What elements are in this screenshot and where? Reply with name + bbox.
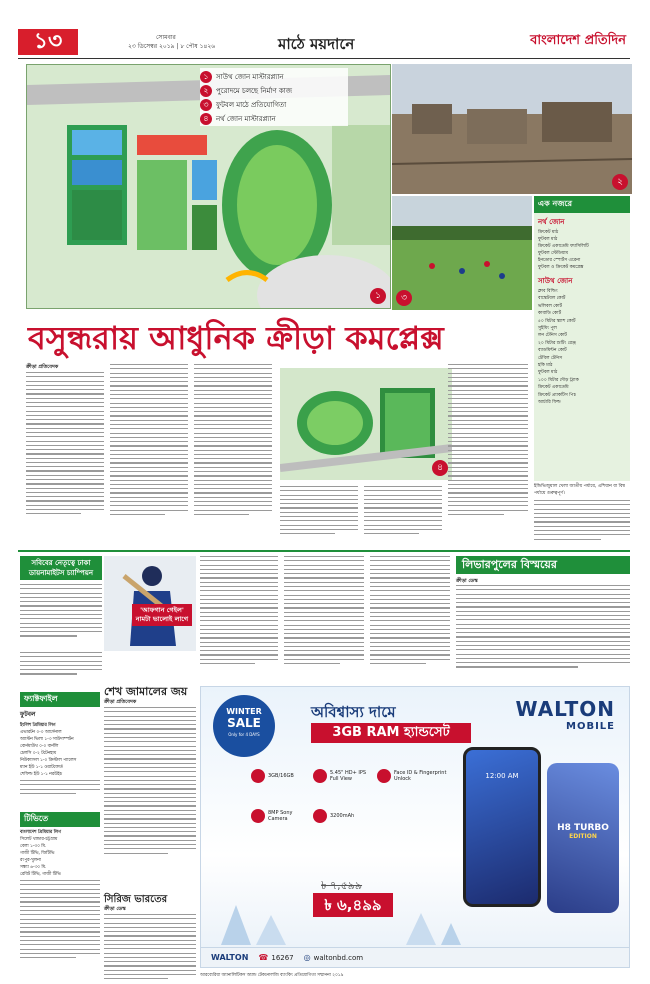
battery-icon — [313, 809, 327, 823]
north-zone-title: নর্থ জোন — [538, 218, 565, 226]
badge-top: WINTER — [226, 707, 262, 716]
list-item: কাবাডি কোর্ট — [538, 311, 562, 317]
side-text-block — [20, 652, 102, 682]
page-number: ১৩ — [18, 29, 78, 55]
winter-trees-decoration — [201, 885, 630, 945]
series-title: সিরিজ ভারতের — [104, 894, 168, 905]
phone-model: H8 TURBO — [557, 823, 609, 833]
phone-time: 12:00 AM — [485, 772, 519, 780]
badge-main: SALE — [227, 716, 261, 730]
north-zone-illustration — [280, 368, 452, 480]
photo-caption: 'আফগান গেইল' নামটা ভালোই লাগে — [132, 604, 192, 626]
list-item: ভলিবল কোর্ট — [538, 303, 563, 309]
brand-logo: WALTON — [515, 697, 615, 721]
lead-byline: ক্রীড়া প্রতিবেদক — [26, 364, 59, 370]
list-item: ক্রিকেট একাডেমি ফ্যাসিলিটি — [538, 244, 589, 249]
factfile-title: ফ্যাক্টফাইল — [20, 692, 100, 707]
tv-line: রংপুর-খুলনা — [20, 858, 41, 863]
display-icon — [313, 769, 327, 783]
website-link[interactable]: waltonbd.com — [313, 953, 364, 962]
list-item: সুইমিং পুল — [538, 326, 557, 332]
section-title: মাঠে ময়দানে — [278, 35, 355, 53]
tv-line: রেবিট টিভি, গাজী টিভি — [20, 872, 61, 877]
factfile-line: ম্যান ইউ ১-১ ওয়াটফোর্ড — [20, 765, 63, 770]
tv-schedule-box — [20, 812, 100, 982]
factfile-line: এভারটন ০-০ আর্সেনাল — [20, 730, 62, 735]
tv-line: বেলা ১-৩০ মি. — [20, 844, 47, 849]
list-item: ক্লাব বিল্ডিং — [538, 289, 558, 294]
football-illustration — [392, 196, 532, 310]
ad-tagline: অবিশ্বাস্য দামে — [311, 703, 396, 721]
lead-body-col-3 — [194, 364, 272, 546]
north-zone-list — [534, 229, 630, 271]
feature-item — [251, 769, 294, 783]
list-item: আর্চারি ফিল্ড — [538, 400, 561, 406]
badge-sub: Only for 4 DAYS — [228, 732, 260, 737]
masterplan-image-north — [280, 368, 452, 480]
phone-front — [463, 747, 541, 907]
middle-story-col-1 — [200, 556, 278, 682]
tv-line: গাজী টিভি, জিটিভি — [20, 851, 55, 856]
legend-text: ফুটবল মাঠে প্রতিযোগিতা — [216, 100, 287, 109]
factfile-line: অ্যাস্টন ভিলা ১-৩ সাউদাম্পটন — [20, 737, 74, 742]
sheikh-jamal-title: শেখ জামালের জয় — [104, 685, 188, 698]
list-item: ২০ মিটার শুটিং রেঞ্জ — [538, 340, 576, 346]
sheikh-jamal-byline: ক্রীড়া প্রতিবেদক — [104, 699, 137, 705]
header-bar — [18, 27, 630, 59]
side-story-headline: সবিবের নেতৃত্বে ঢাকা ডায়নামাইটস চ্যাম্পিয়ন — [20, 556, 102, 580]
liverpool-title: লিভারপুলের বিস্ময়ের — [456, 556, 630, 574]
feature-item — [377, 769, 454, 783]
legend-text: নর্থ জোন মাস্টারপ্ল্যান — [216, 114, 276, 123]
footer-note: আরব্যেরিয়া অ্যানালিটিকস অ্যান্ড টেকনোলজি ব্যাংকিং প্রতিযোগিতা সম্মাননা ২০১৯ — [200, 973, 344, 978]
globe-icon: ◎ — [303, 953, 311, 962]
list-item: ক্রিকেট প্র্যাকটিস পিচ — [538, 392, 576, 398]
south-zone-title: সাউথ জোন — [538, 277, 573, 285]
factfile-line: ইংলিশ প্রিমিয়ার লিগ — [20, 723, 56, 728]
factfile-line: চেলসি ০-২ টটেনহাম — [20, 751, 57, 756]
ad-product-line: 3GB RAM হ্যান্ডসেট — [311, 723, 471, 743]
photo-number-3: ৩ — [396, 290, 412, 306]
old-price: ৳ ৭,৫৯৯ — [321, 879, 363, 892]
legend-number: ২ — [200, 85, 212, 97]
middle-story-col-2 — [284, 556, 364, 682]
hotline: 16267 — [271, 953, 294, 962]
feature-text: 3200mAh — [330, 813, 355, 819]
fingerprint-icon — [377, 769, 391, 783]
legend-item — [200, 112, 348, 125]
lead-body-col-6 — [448, 364, 528, 546]
feature-item — [313, 809, 354, 823]
at-a-glance-sidebar — [534, 196, 630, 481]
lead-body-col-5 — [364, 486, 442, 546]
date-line: ২৩ ডিসেম্বর ২০১৯ | ৮ পৌষ ১৪২৬ — [128, 43, 216, 50]
lead-body-col-4 — [280, 486, 358, 546]
factfile-line: নিউক্যাসল ১-০ ক্রিস্টাল প্যালেস — [20, 758, 77, 763]
list-item: ফুটবল স্টেডিয়াম — [538, 251, 568, 256]
tv-line: সন্ধ্যা ৬-৩০ মি. — [20, 865, 47, 870]
lead-body-col-2 — [110, 364, 188, 546]
liverpool-byline: ক্রীড়া ডেস্ক — [456, 578, 478, 584]
legend-number: ১ — [200, 71, 212, 83]
legend-item — [200, 70, 348, 83]
list-item: ১০০ মিটার দৌড় ট্র্যাক — [538, 377, 579, 383]
list-item: টেবিল টেনিস — [538, 355, 563, 361]
day-label: সোমবার — [156, 34, 176, 41]
sidebar-tail-text: ইন্ডিভিজুয়াল খেলা জাতীয় পর্যায়ে, এশিয়ান বা বিশ্ব পর্যায়ে গুরুত্বপূর্ণ। — [534, 484, 625, 496]
south-zone-list — [534, 288, 630, 407]
ad-footer — [201, 947, 630, 967]
list-item: বাস্কেটবল কোর্ট — [538, 296, 566, 302]
legend-box — [200, 68, 348, 126]
series-byline: ক্রীড়া ডেস্ক — [104, 906, 126, 912]
lead-headline: বসুন্ধরায় আধুনিক ক্রীড়া কমপ্লেক্স — [28, 319, 444, 357]
legend-item — [200, 98, 348, 111]
tv-line: বাংলাদেশ প্রিমিয়ার লিগ — [20, 830, 61, 835]
sidebar-header: এক নজরে — [534, 196, 630, 213]
feature-list — [251, 769, 451, 859]
factfile-box — [20, 692, 100, 808]
liverpool-body — [456, 585, 630, 682]
section-divider — [18, 550, 630, 552]
feature-item — [313, 769, 370, 783]
football-match-photo — [392, 196, 532, 310]
masthead: বাংলাদেশ প্রতিদিন — [530, 33, 626, 48]
phone-model-sub: EDITION — [569, 833, 597, 840]
photo-number-1: ১ — [370, 288, 386, 304]
series-body — [104, 914, 196, 982]
list-item: ক্রিকেট একাডেমি — [538, 385, 569, 391]
cricketer-photo — [104, 556, 196, 651]
ad-footer-brand: WALTON — [211, 953, 249, 962]
feature-item — [251, 809, 298, 823]
photo-number-4: ৪ — [432, 460, 448, 476]
list-item: ব্যাডমিন্টন কোর্ট — [538, 348, 567, 354]
construction-photo — [392, 64, 632, 194]
tv-line: সিলেট থান্ডার-চট্টগ্রাম — [20, 837, 58, 842]
lead-body-col-7 — [534, 500, 630, 546]
list-item: ফুটবল মাঠ — [538, 237, 558, 242]
feature-text: 8MP Sony Camera — [268, 810, 293, 822]
list-item: হকি মাঠ — [538, 363, 553, 369]
side-story-body — [20, 584, 102, 646]
sheikh-jamal-body — [104, 707, 196, 883]
winter-sale-badge — [213, 695, 275, 757]
list-item: ইনডোর স্পোর্টস এরেনা — [538, 258, 581, 263]
list-item: লন টেনিস কোর্ট — [538, 333, 567, 339]
feature-text: 5.45" HD+ IPS Full View — [330, 770, 367, 782]
list-item: ক্রিকেট মাঠ — [538, 230, 559, 235]
walton-advertisement[interactable] — [200, 686, 630, 968]
lead-body-col-1 — [26, 372, 104, 546]
camera-icon — [251, 809, 265, 823]
legend-text: সাউথ জোন মাস্টারপ্ল্যান — [216, 72, 284, 81]
list-item: ৫০ মিটার স্ক্যাশ কোর্ট — [538, 318, 576, 324]
feature-text: Face ID & Fingerprint Unlock — [394, 770, 447, 782]
new-price: ৳ ৬,৪৯৯ — [313, 893, 393, 917]
legend-number: ৪ — [200, 113, 212, 125]
factfile-line: বোর্নমাউথ ০-০ বার্নলি — [20, 744, 59, 749]
legend-item — [200, 84, 348, 97]
factfile-subtitle: ফুটবল — [20, 711, 36, 718]
middle-story-col-3 — [370, 556, 450, 682]
legend-text: পুরোদমে চলছে নির্মাণ কাজ — [216, 86, 293, 95]
list-item: ফুটবল ও ক্রিকেট কমপ্লেক্স — [538, 265, 584, 270]
construction-illustration — [392, 64, 632, 194]
brand-sub: MOBILE — [566, 721, 615, 732]
photo-number-2: ২ — [612, 174, 628, 190]
legend-number: ৩ — [200, 99, 212, 111]
list-item: ফুটবল মাঠ — [538, 370, 558, 376]
feature-text: 3GB/16GB — [268, 773, 294, 779]
memory-icon — [251, 769, 265, 783]
tv-title: টিভিতে — [20, 812, 100, 827]
phone-icon: ☎ — [258, 953, 269, 962]
factfile-line: শেফিল্ড ইউ ১-১ নরউইচ — [20, 772, 62, 777]
